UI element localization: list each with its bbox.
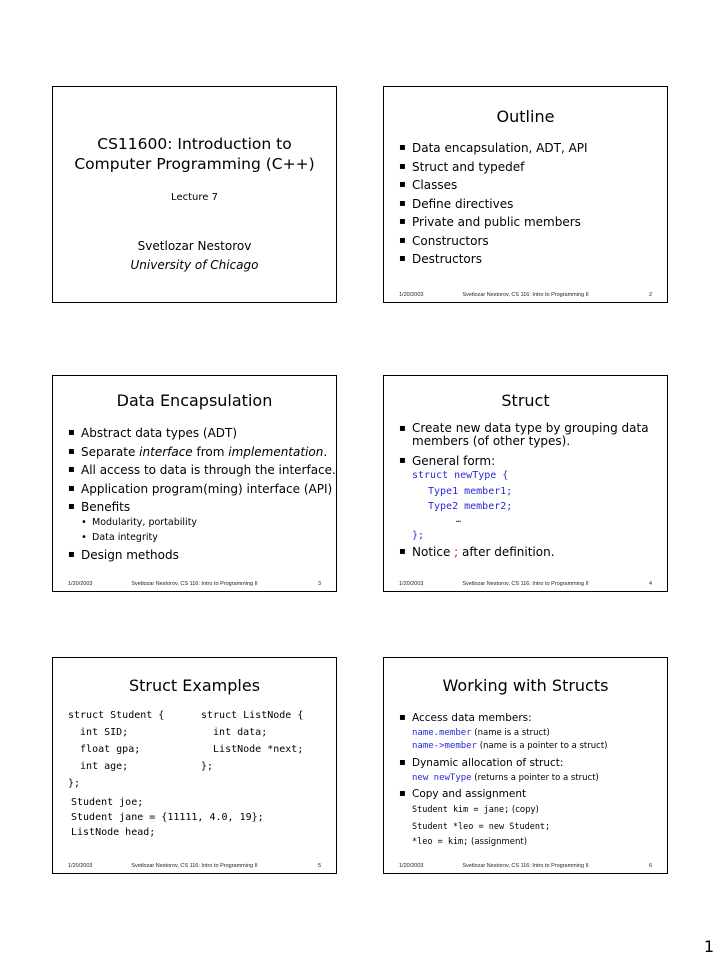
bullet-item: ▪ Benefits bbox=[68, 498, 336, 517]
benefits-sublist bbox=[68, 515, 197, 545]
bullet-item: ▪ Application program(ming) interface (API) bbox=[68, 480, 336, 499]
code-example bbox=[412, 837, 527, 847]
outline-item: ▪ Define directives bbox=[399, 195, 588, 214]
footer-author-course: Svetlozar Nestorov, CS 116: Intro to Programming II bbox=[131, 863, 258, 869]
code-snippet: *leo = kim; bbox=[412, 837, 469, 847]
footer-date: 1/20/2003 bbox=[399, 292, 424, 298]
text: members (of other types). bbox=[412, 434, 571, 448]
slide-number: 2 bbox=[648, 292, 652, 298]
slide-4 bbox=[383, 375, 668, 592]
slide-title: Outline bbox=[496, 107, 555, 126]
bullet-item: ▪ General form: bbox=[399, 452, 661, 471]
code-line: Student jane = {11111, 4.0, 19}; bbox=[71, 812, 264, 823]
code-line: }; bbox=[68, 778, 81, 789]
struct-list-end bbox=[399, 543, 555, 562]
bullet-item: ▪ Dynamic allocation of struct: bbox=[399, 754, 563, 773]
code-snippet: new newType bbox=[412, 773, 472, 783]
code-line: int age; bbox=[68, 761, 129, 772]
course-title-line1: CS11600: Introduction to bbox=[97, 135, 292, 153]
slide-title: Working with Structs bbox=[442, 676, 609, 695]
code-note: (name is a struct) bbox=[471, 728, 550, 738]
code-line: Type1 member1; bbox=[428, 486, 513, 497]
text: . bbox=[323, 444, 328, 459]
footer-date: 1/20/2003 bbox=[399, 581, 424, 587]
code-line: int SID; bbox=[68, 727, 129, 738]
slide-title: Data Encapsulation bbox=[116, 391, 273, 410]
text: Separate bbox=[81, 444, 140, 459]
code-snippet: name.member bbox=[412, 728, 472, 738]
text: Create new data type by grouping data bbox=[412, 421, 649, 435]
bullet-item: ▪ Access data members: bbox=[399, 709, 532, 728]
struct-list bbox=[399, 422, 661, 471]
bullet-item: ▪ Copy and assignment bbox=[399, 785, 526, 804]
author-name: Svetlozar Nestorov bbox=[137, 239, 252, 253]
slide-1 bbox=[52, 86, 337, 303]
slide-2 bbox=[383, 86, 668, 303]
bullet-item bbox=[399, 422, 661, 448]
slide-number: 4 bbox=[648, 581, 652, 587]
outline-item: ▪ Struct and typedef bbox=[399, 158, 588, 177]
encapsulation-list-end bbox=[68, 546, 179, 565]
lecture-number: Lecture 7 bbox=[171, 192, 218, 203]
outline-item: ▪ Constructors bbox=[399, 232, 588, 251]
structs-list bbox=[399, 709, 532, 728]
structs-list bbox=[399, 754, 563, 773]
code-line: Type2 member2; bbox=[428, 501, 513, 512]
code-line: struct newType { bbox=[412, 470, 509, 481]
slide-3 bbox=[52, 375, 337, 592]
outline-item: ▪ Destructors bbox=[399, 250, 588, 269]
code-snippet: Student *leo = new Student; bbox=[412, 822, 551, 832]
encapsulation-list bbox=[68, 424, 336, 517]
code-note: (copy) bbox=[509, 805, 539, 815]
code-line: }; bbox=[201, 761, 214, 772]
emphasis-implementation: implementation bbox=[228, 444, 324, 459]
code-line: ListNode head; bbox=[71, 827, 156, 838]
slide-6 bbox=[383, 657, 668, 874]
code-line: int data; bbox=[201, 727, 268, 738]
slide-title: Struct Examples bbox=[128, 676, 261, 695]
code-note: (name is a pointer to a struct) bbox=[477, 741, 608, 751]
outline-item: ▪ Data encapsulation, ADT, API bbox=[399, 139, 588, 158]
bullet-item bbox=[399, 543, 555, 562]
code-snippet: name->member bbox=[412, 741, 478, 751]
sub-bullet-item: • Modularity, portability bbox=[68, 515, 197, 530]
text: after definition. bbox=[458, 545, 555, 559]
structs-list bbox=[399, 785, 526, 804]
slide-number: 6 bbox=[648, 863, 652, 869]
code-line: Student joe; bbox=[71, 797, 144, 808]
slide-5 bbox=[52, 657, 337, 874]
code-example bbox=[412, 773, 599, 783]
footer-author-course: Svetlozar Nestorov, CS 116: Intro to Programming II bbox=[462, 863, 589, 869]
page-number: 1 bbox=[703, 937, 714, 956]
text: Notice bbox=[412, 545, 455, 559]
bullet-item: ▪ Design methods bbox=[68, 546, 179, 565]
bullet-item bbox=[68, 443, 336, 462]
footer-author-course: Svetlozar Nestorov, CS 116: Intro to Programming II bbox=[462, 292, 589, 298]
slide-title: Struct bbox=[501, 391, 550, 410]
code-example bbox=[412, 822, 550, 832]
code-note: (assignment) bbox=[468, 837, 528, 847]
bullet-item: ▪ Abstract data types (ADT) bbox=[68, 424, 336, 443]
code-example bbox=[412, 741, 607, 751]
code-line: }; bbox=[412, 530, 425, 541]
code-line: ListNode *next; bbox=[201, 744, 304, 755]
footer-author-course: Svetlozar Nestorov, CS 116: Intro to Programming II bbox=[462, 581, 589, 587]
bullet-item: ▪ All access to data is through the interface. bbox=[68, 461, 336, 480]
footer-date: 1/20/2003 bbox=[68, 863, 93, 869]
code-example bbox=[412, 805, 539, 815]
code-line: float gpa; bbox=[68, 744, 141, 755]
outline-list bbox=[399, 139, 588, 269]
code-example bbox=[412, 728, 550, 738]
text: from bbox=[192, 444, 229, 459]
author-affiliation: University of Chicago bbox=[130, 258, 259, 272]
code-line: struct ListNode { bbox=[201, 710, 304, 721]
code-snippet: Student kim = jane; bbox=[412, 805, 510, 815]
slide-number: 5 bbox=[317, 863, 321, 869]
outline-item: ▪ Classes bbox=[399, 176, 588, 195]
slide-number: 3 bbox=[317, 581, 321, 587]
footer-author-course: Svetlozar Nestorov, CS 116: Intro to Programming II bbox=[131, 581, 258, 587]
code-line: struct Student { bbox=[68, 710, 165, 721]
emphasis-interface: interface bbox=[139, 444, 193, 459]
footer-date: 1/20/2003 bbox=[399, 863, 424, 869]
outline-item: ▪ Private and public members bbox=[399, 213, 588, 232]
footer-date: 1/20/2003 bbox=[68, 581, 93, 587]
code-note: (returns a pointer to a struct) bbox=[471, 773, 599, 783]
course-title-line2: Computer Programming (C++) bbox=[74, 155, 315, 173]
code-line: … bbox=[456, 515, 461, 524]
semicolon-highlight: ; bbox=[454, 545, 459, 559]
sub-bullet-item: • Data integrity bbox=[68, 530, 197, 545]
